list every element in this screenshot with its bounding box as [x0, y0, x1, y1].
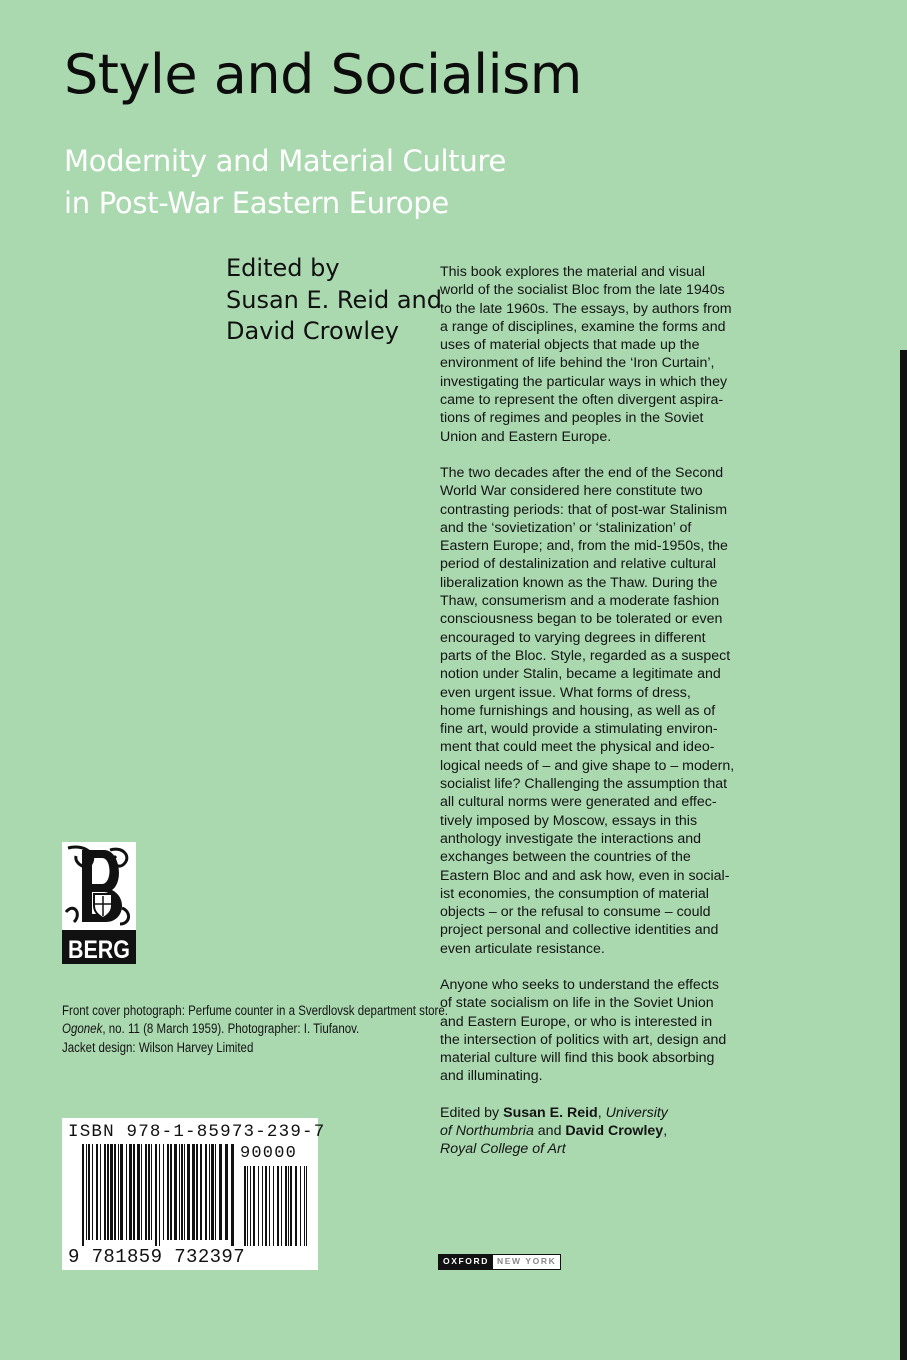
blurb-line: world of the socialist Bloc from the late 1940s — [440, 282, 725, 299]
barcode-stripe — [192, 1144, 195, 1240]
barcode-stripe — [209, 1144, 210, 1240]
credit-sep: , — [663, 1123, 668, 1140]
blurb-line: The two decades after the end of the Second — [440, 464, 724, 481]
credit-and: and — [533, 1123, 566, 1140]
blurb-line: environment of life behind the ‘Iron Curtain’, — [440, 355, 715, 372]
barcode-stripe — [205, 1144, 207, 1240]
editor-credit — [440, 1104, 780, 1159]
barcode-addon-stripe — [277, 1166, 279, 1246]
barcode-addon-stripe — [300, 1166, 301, 1246]
blurb-line: investigating the particular ways in which they — [440, 373, 728, 390]
blurb-line: uses of material objects that made up the — [440, 337, 700, 354]
barcode-addon-stripe — [281, 1166, 282, 1246]
barcode-addon-stripe — [269, 1166, 270, 1246]
barcode-addon-stripe — [304, 1166, 305, 1246]
cover-credit-line: Ogonek, no. 11 (8 March 1959). Photographer: I. Tiufanov. — [62, 1021, 360, 1037]
barcode-stripe — [184, 1144, 185, 1240]
barcode-stripe — [92, 1144, 93, 1240]
credit-affiliation: of Northumbria — [440, 1123, 534, 1140]
barcode-stripe — [114, 1144, 116, 1240]
credit-line — [440, 1140, 780, 1158]
barcode-addon-stripe — [265, 1166, 267, 1246]
cover-credits — [62, 1002, 448, 1057]
barcode-stripe — [181, 1144, 183, 1240]
blurb-line: even articulate resistance. — [440, 940, 605, 957]
logo-label: BERG — [68, 936, 130, 964]
blurb-paragraph-1 — [440, 263, 780, 446]
barcode-stripe — [129, 1144, 132, 1240]
barcode-stripe — [211, 1144, 214, 1240]
credit-line — [440, 1122, 780, 1140]
barcode-stripe — [145, 1144, 147, 1240]
barcode-addon-stripe — [250, 1166, 251, 1246]
blurb-line: Eastern Bloc and and ask how, even in social- — [440, 867, 730, 884]
cover-credit-line: Jacket design: Wilson Harvey Limited — [62, 1039, 254, 1055]
barcode-addon-stripe — [262, 1166, 263, 1246]
editors-line: Edited by — [226, 254, 340, 282]
barcode-stripe — [104, 1144, 106, 1240]
book-subtitle — [64, 140, 506, 224]
barcode-stripe — [196, 1144, 198, 1240]
blurb-line: and illuminating. — [440, 1068, 543, 1085]
blurb-line: tively imposed by Moscow, essays in this — [440, 812, 698, 829]
blurb-line: period of destalinization and relative cultural — [440, 556, 717, 573]
blurb-line: fine art, would provide a stimulating environ- — [440, 721, 718, 738]
blurb-line: the intersection of politics with art, design and — [440, 1031, 727, 1048]
barcode-stripe — [86, 1144, 87, 1240]
blurb-line: anthology investigate the interactions and — [440, 830, 702, 847]
barcode-stripe — [88, 1144, 90, 1240]
berg-logo-icon — [62, 842, 136, 964]
barcode-addon-stripe — [295, 1166, 297, 1246]
blurb-line: to the late 1960s. The essays, by authors from — [440, 300, 732, 317]
blurb-line: parts of the Bloc. Style, regarded as a suspect — [440, 647, 731, 664]
credit-name-crowley: David Crowley — [565, 1123, 664, 1140]
subtitle-line: in Post-War Eastern Europe — [64, 186, 449, 220]
blurb-line: encouraged to varying degrees in different — [440, 629, 706, 646]
spine-edge-bar — [900, 350, 907, 1360]
isbn-barcode — [62, 1118, 326, 1270]
barcode-addon-stripe — [288, 1166, 289, 1246]
blurb-line: and Eastern Europe, or who is interested in — [440, 1013, 713, 1030]
barcode-addon-stripe — [247, 1166, 248, 1246]
blurb-line: objects – or the refusal to consume – could — [440, 904, 711, 921]
credit-name-reid: Susan E. Reid — [503, 1104, 598, 1121]
blurb-line: ist economies, the consumption of material — [440, 885, 709, 902]
barcode-addon-stripe — [258, 1166, 259, 1246]
barcode-stripe — [126, 1144, 127, 1240]
blurb-line: a range of disciplines, examine the forms and — [440, 318, 726, 335]
barcode-stripe — [141, 1144, 142, 1240]
publisher-city-newyork: NEW YORK — [493, 1255, 560, 1269]
blurb-paragraph-2 — [440, 464, 780, 958]
barcode-addon-stripe — [253, 1166, 255, 1246]
credit-line — [440, 1104, 780, 1122]
berg-logo — [62, 842, 136, 964]
barcode-addon-stripe — [290, 1166, 292, 1246]
blurb-line: This book explores the material and visual — [440, 264, 705, 280]
credit-sep: , — [597, 1104, 606, 1121]
blurb-paragraph-3 — [440, 976, 780, 1086]
barcode-stripe — [179, 1144, 180, 1240]
editors-line: Susan E. Reid and — [226, 285, 442, 314]
blurb-line: of state socialism on life in the Soviet Union — [440, 995, 714, 1012]
barcode-stripe — [174, 1144, 177, 1240]
price-code: 90000 — [240, 1144, 298, 1163]
barcode-stripe — [159, 1144, 160, 1246]
barcode-stripe — [107, 1144, 109, 1240]
cover-credit-line: Front cover photograph: Perfume counter in a Sverdlovsk department store. — [62, 1003, 448, 1018]
barcode-stripe — [219, 1144, 222, 1240]
blurb-line: consciousness began to be tolerated or even — [440, 611, 723, 628]
blurb-line: Thaw, consumerism and a moderate fashion — [440, 593, 720, 610]
blurb-line: ment that could meet the physical and ideo- — [440, 739, 715, 756]
barcode-addon-stripe — [273, 1166, 274, 1246]
isbn-number: ISBN 978-1-85973-239-7 — [68, 1122, 326, 1142]
blurb-line: even urgent issue. What forms of dress, — [440, 684, 691, 701]
barcode-stripe — [215, 1144, 216, 1240]
barcode-stripe — [82, 1144, 84, 1246]
barcode-stripe — [231, 1144, 234, 1246]
barcode-stripe — [96, 1144, 98, 1240]
barcode-stripe — [137, 1144, 140, 1240]
barcode-stripe — [151, 1144, 152, 1240]
barcode-addon-stripe — [306, 1166, 307, 1246]
blurb-line: home furnishings and housing, as well as of — [440, 702, 716, 719]
blurb-line: liberalization known as the Thaw. During the — [440, 574, 718, 591]
barcode-stripe — [110, 1144, 113, 1240]
blurb-line: Anyone who seeks to understand the effects — [440, 976, 719, 993]
blurb-line: material culture will find this book absorbing — [440, 1050, 715, 1067]
blurb-line: project personal and collective identities and — [440, 922, 719, 939]
barcode-stripe — [225, 1144, 228, 1240]
credit-affiliation: Royal College of Art — [440, 1141, 566, 1158]
blurb-line: and the ‘sovietization’ or ‘stalinization’ of — [440, 519, 692, 536]
barcode-stripe — [200, 1144, 202, 1240]
subtitle-line: Modernity and Material Culture — [64, 144, 506, 178]
blurb-line: socialist life? Challenging the assumption that — [440, 776, 728, 793]
barcode-stripe — [170, 1144, 172, 1240]
blurb-line: Eastern Europe; and, from the mid-1950s, the — [440, 538, 728, 555]
book-title: Style and Socialism — [64, 43, 582, 106]
blurb-line: Union and Eastern Europe. — [440, 428, 612, 445]
blurb-line: exchanges between the countries of the — [440, 849, 691, 866]
barcode-stripe — [187, 1144, 190, 1240]
barcode-stripe — [163, 1144, 164, 1240]
blurb-line: contrasting periods: that of post-war Stalinism — [440, 501, 728, 518]
blurb-line: logical needs of – and give shape to – modern, — [440, 757, 735, 774]
blurb-line: tions of regimes and peoples in the Soviet — [440, 410, 704, 427]
barcode-stripe — [120, 1144, 123, 1240]
blurb-line: all cultural norms were generated and effec- — [440, 794, 717, 811]
blurb-line: came to represent the often divergent aspira- — [440, 392, 724, 409]
barcode-stripe — [133, 1144, 135, 1240]
publisher-imprint — [438, 1254, 561, 1270]
barcode-addon-stripe — [244, 1166, 246, 1246]
blurb-text — [440, 263, 780, 1177]
blurb-line: World War considered here constitute two — [440, 483, 703, 500]
credit-prefix: Edited by — [440, 1104, 504, 1121]
editors-line: David Crowley — [226, 317, 399, 345]
barcode-stripe — [167, 1144, 169, 1240]
ean-number: 9 781859 732397 — [68, 1246, 246, 1268]
barcode-addon-stripe — [285, 1166, 287, 1246]
barcode-stripe — [118, 1144, 119, 1240]
blurb-line: notion under Stalin, became a legitimate and — [440, 666, 721, 683]
credit-affiliation: University — [605, 1104, 668, 1121]
editors-block — [226, 253, 442, 348]
publisher-city-oxford: OXFORD — [439, 1255, 493, 1269]
barcode-stripe — [155, 1144, 157, 1246]
barcode-stripe — [100, 1144, 101, 1240]
barcode-stripe — [148, 1144, 150, 1240]
